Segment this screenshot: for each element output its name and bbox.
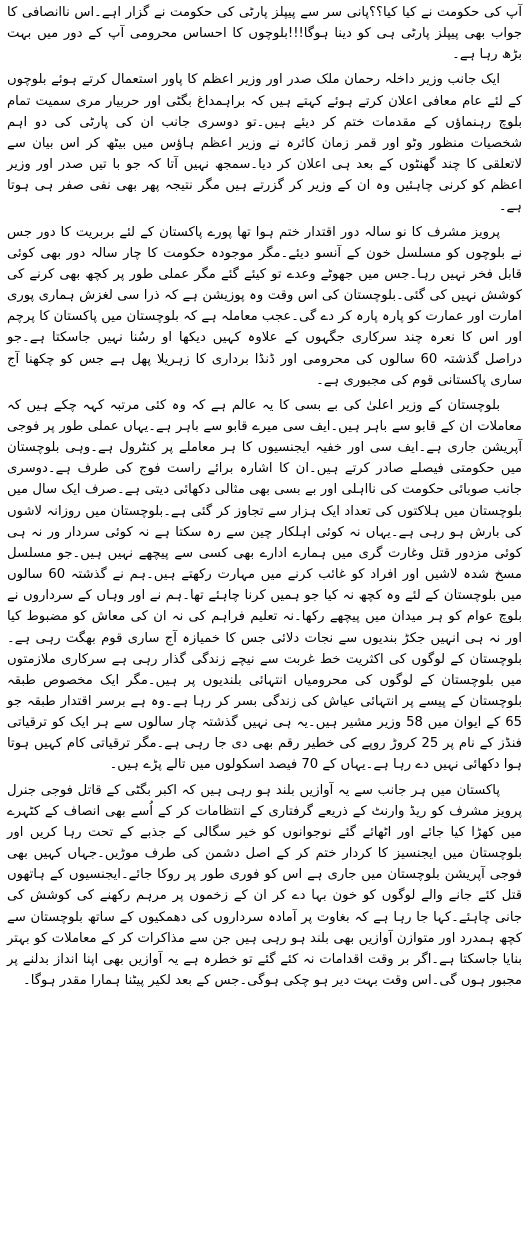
article-paragraph-1: آپ کی حکومت نے کیا کیا؟؟پانی سر سے پیپلز پارٹی کی حکومت نے گزار اہے۔اس ناانصافی کا جواب بھی پیپلز پارٹی ہی کو دینا ہوگا!!!بلوچوں کا احساس محرومی آپ کے دور میں بہت بڑھ رہا ہے۔ — [7, 5, 522, 63]
article-paragraph-3: پرویز مشرف کا نو سالہ دور اقتدار ختم ہوا تھا پورے پاکستان کے لئے بربریت کا دور جس نے بلوچوں کو مسلسل خون کے آنسو دیئے۔مگر موجودہ حکومت کا چار سالہ دور بھی کوئی قابل فخر نہیں رہا۔جس میں جھوٹے وعدے تو کیئے گئے مگر عملی طور پر کچھ بھی کرنے کی کوشش نہیں کی گئی۔بلوچستان کی اس وقت وہ پوزیشن ہے کہ ذرا سی لغزش ہماری پوری امارت اور عمارت کو پارہ پارہ کر دے گی۔عجب معاملہ ہے کہ بلوچستان میں پاکستان کا پرچم اور اس کا نعرہ چند سرکاری جگہوں کے علاوہ کہیں دیکھا او رسُنا نہیں جاسکتا ہے۔جو دراصل گذشتہ 60 سالوں کی محرومی اور ڈنڈا برداری کا زہریلا پھل ہے جس کو چکھنا آج ساری پاکستانی قوم کی مجبوری ہے۔ — [7, 224, 522, 388]
article-paragraph-4: بلوچستان کے وزیر اعلیٰ کی بے بسی کا یہ عالم ہے کہ وہ کئی مرتبہ کہہ چکے ہیں کہ معاملات ان کے قابو سے باہر ہیں۔ایف سی میرے قابو سے باہر ہے۔یہاں عملی طور پر فوجی آپریشن جاری ہے۔ایف سی اور خفیہ ایجنسیوں کا ہر معاملے پر کنٹرول ہے۔وہی بلوچستان میں حکومتی فیصلے صادر کرتے ہیں۔ان کا اشارہ برائے راست فوج کی طرف ہے۔دوسری جانب صوبائی حکومت کی نااہلی اور بے بسی بھی مثالی دکھائی دیتی ہے۔صرف ایک سال میں بلوچستان میں ہلاکتوں کی تعداد ایک ہزار سے تجاوز کر گئی ہے۔بلوچستان میں روزانہ لاشوں کی بارش ہو رہی ہے۔یہاں نہ کوئی اہلکار چین سے رہ سکتا ہے نہ کوئی سردار ور نہ ہی کوئی مزدور قتل وغارت گری میں ہمارے ادارے بھی کسی سے پیچھے نہیں ہیں۔جو مسلسل مسخ شدہ لاشیں اور افراد کو غائب کرنے میں مہارت رکھتے ہیں۔ہم نے گذشتہ 60 سالوں میں بلوچستان کے لئے وہ کچھ نہ کیا جو ہمیں کرنا چاہئے تھا۔ہم نے اور وہاں کے سرداروں نے بلوچ عوام کو ہر میدان میں پیچھے رکھا۔نہ تعلیم فراہم کی نہ ان کی معاش کو مضبوط کیا اور نہ ہی انہیں جکڑ بندیوں سے نجات دلائی جس کا خمیازہ آج ساری قوم بھگت رہی ہے۔بلوچستان کے لوگوں کی اکثریت خط غربت سے نیچے زندگی گذار رہی ہے سرکاری ملازمتوں میں بلوچستان کے لوگوں کی محرومیاں انتہائی بلندیوں پر ہیں۔مگر ایک مخصوص طبقہ بلوچستان کے پیسے پر انتہائی عیاش کی زندگی بسر کر رہا ہے۔وہ ہے برسر اقتدار طبقہ جو 65 کے ایوان میں 58 وزیر مشیر ہیں۔یہ ہی نہیں گذشتہ چار سالوں سے ہر ایک کو ترقیاتی فنڈز کے نام پر 25 کروڑ روپے کی خطیر رقم بھی دی جا رہی ہے۔مگر ترقیاتی کام کہیں ہوتا ہوا دکھائی نہیں دے رہا ہے۔یہاں کے 70 فیصد اسکولوں میں تالے پڑے ہیں۔ — [7, 397, 522, 773]
article-paragraph-5: پاکستان میں ہر جانب سے یہ آوازیں بلند ہو رہی ہیں کہ اکبر بگٹی کے قاتل فوجی جنرل پرویز مشرف کو ریڈ وارنٹ کے ذریعے گرفتاری کے انتظامات کر کے اُسے بھی انصاف کے کٹہرے میں کھڑا کیا جائے اور اٹھائے گئے نوجوانوں کو خیر سگالی کے جذبے کے تحت رہا کریں اور بلوچستان میں ایجنسیز کا کردار ختم کر کے اصل دشمن کی طرف موڑیں۔جہاں کہیں بھی فوجی آپریشن بلوچستان میں جاری ہے اس کو فوری طور پر روکا جائے۔ایجنسیوں کے ہاتھوں قتل کئے جانے والے لوگوں کو خون بہا دے کر ان کے زخموں پر مرہم رکھنے کی کوشش کی جانی چاہئے۔کہا جا رہا ہے کہ بغاوت پر آمادہ سرداروں کی دھمکیوں کے ساتھ بلوچستان سے کچھ ہمدرد اور متوازن آوازیں بھی بلند ہو رہی ہیں جن سے مذاکرات کر کے معاملات کو بہتر بنایا جاسکتا ہے۔اگر بر وقت اقدامات نہ کئے گئے تو خطرہ ہے یہ آوازیں بھی اپنا انداز بدلنے پر مجبور ہوں گی۔اس وقت بہت دیر ہو چکی ہوگی۔جس کے بعد لکیر پیٹنا ہمارا مقدر ہوگا۔ — [7, 782, 522, 989]
article-paragraph-2: ایک جانب وزیر داخلہ رحمان ملک صدر اور وزیر اعظم کا پاور استعمال کرتے ہوئے بلوچوں کے لئے عام معافی اعلان کرتے ہوئے کہتے ہیں کہ براہمداغ بگٹی اور حربیار مری سمیت تمام بلوچ رہنماؤں کے مقدمات ختم کر دیئے ہیں۔تو دوسری جانب ان کی پارٹی کی دو اہم شخصیات منظور وٹو اور قمر زمان کائرہ نے وزیر اعظم ہاؤس میں بیٹھ کر اس بیان سے لاتعلقی کا چند گھنٹوں کے بعد ہی اعلان کر دیا۔سمجھ نہیں آتا کہ جو با تیں صدر اور وزیر اعظم کو کرنی چاہئیں وہ ان کے وزیر کر گزرتے ہیں مگر نتیجہ پھر بھی نفی صفر ہی ہوتا ہے۔ — [7, 72, 522, 215]
